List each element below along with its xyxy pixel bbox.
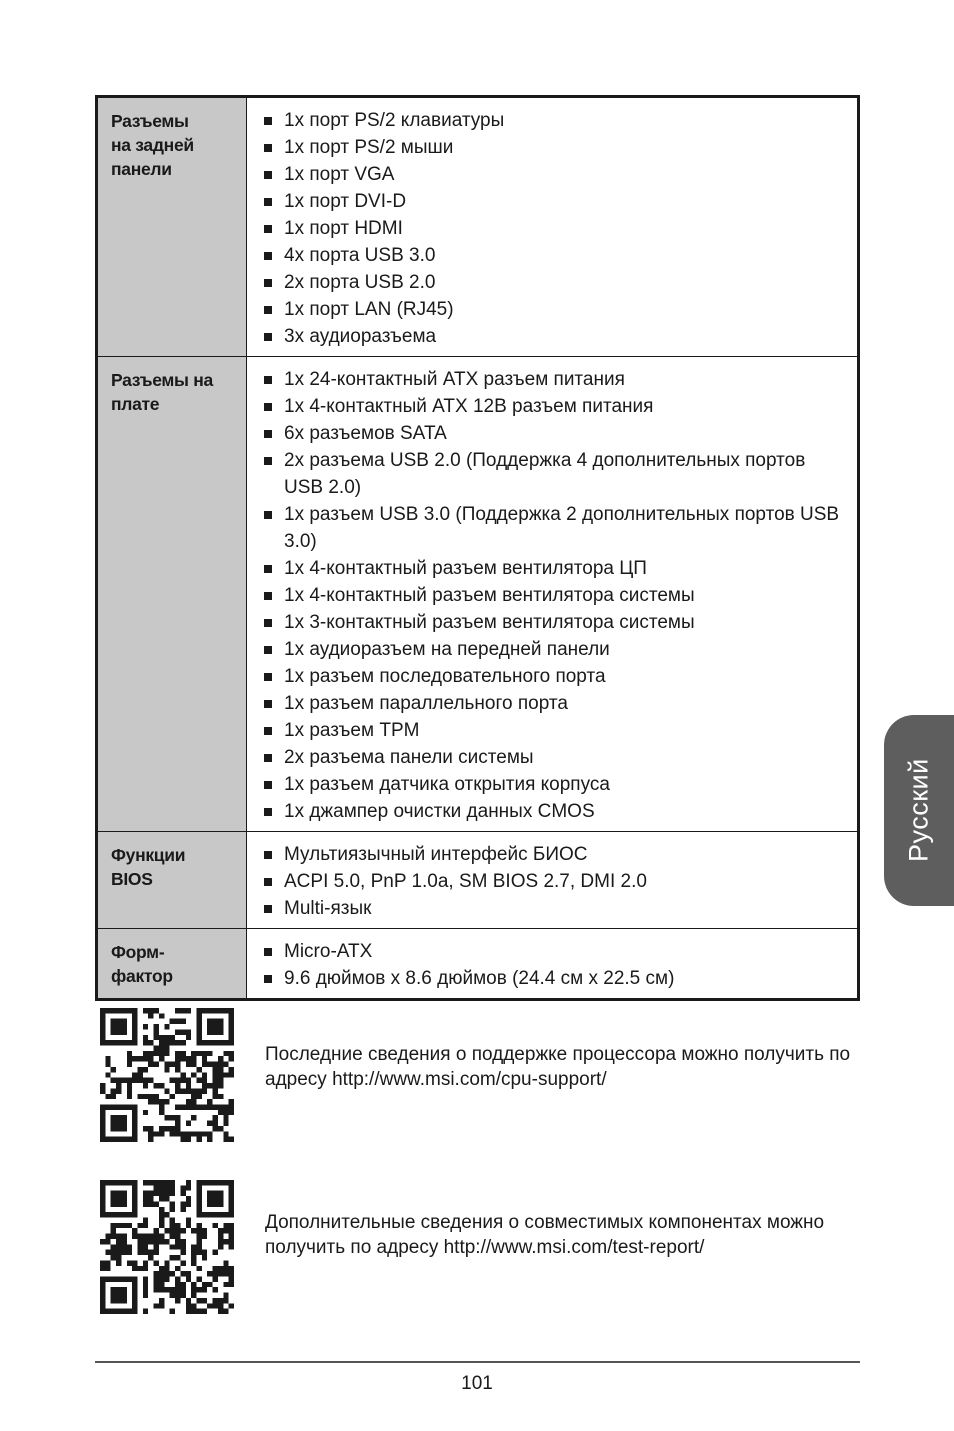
spec-list-item bbox=[261, 636, 847, 663]
spec-item-text: 1x 24-контактный ATX разъем питания bbox=[284, 369, 625, 390]
spec-item-text: 1x 4-контактный ATX 12В разъем питания bbox=[284, 396, 654, 417]
square-bullet-icon bbox=[264, 808, 272, 816]
square-bullet-icon bbox=[264, 948, 272, 956]
square-bullet-icon bbox=[264, 975, 272, 983]
spec-item-text: 4x порта USB 3.0 bbox=[284, 245, 436, 266]
spec-item-text: 1x разъем датчика открытия корпуса bbox=[284, 774, 610, 795]
spec-list-item bbox=[261, 107, 847, 134]
spec-item-text: ACPI 5.0, PnP 1.0a, SM BIOS 2.7, DMI 2.0 bbox=[284, 871, 647, 892]
spec-row-label bbox=[97, 357, 247, 832]
spec-list-item bbox=[261, 188, 847, 215]
spec-list-item bbox=[261, 242, 847, 269]
spec-item-text: 3x аудиоразъема bbox=[284, 326, 437, 347]
spec-list-item bbox=[261, 393, 847, 420]
spec-item-text: 1x разъем TPM bbox=[284, 720, 420, 741]
spec-row bbox=[97, 97, 859, 357]
spec-list-item bbox=[261, 771, 847, 798]
qr-code-icon bbox=[100, 1180, 234, 1314]
spec-row-items bbox=[247, 929, 859, 1000]
spec-item-text: 1x 3-контактный разъем вентилятора системы bbox=[284, 612, 695, 633]
spec-list-item bbox=[261, 134, 847, 161]
spec-row-label-line: Разъемы bbox=[111, 111, 189, 131]
spec-list-item bbox=[261, 420, 847, 447]
page-number: 101 bbox=[461, 1373, 493, 1394]
spec-list-item bbox=[261, 501, 847, 555]
spec-list-item bbox=[261, 717, 847, 744]
square-bullet-icon bbox=[264, 727, 272, 735]
spec-list-item bbox=[261, 744, 847, 771]
square-bullet-icon bbox=[264, 851, 272, 859]
spec-item-text: 2x разъема USB 2.0 (Поддержка 4 дополнительных портов USB 2.0) bbox=[284, 450, 806, 498]
spec-row-label-line: Разъемы на bbox=[111, 370, 213, 390]
square-bullet-icon bbox=[264, 700, 272, 708]
square-bullet-icon bbox=[264, 457, 272, 465]
spec-list-item bbox=[261, 868, 847, 895]
spec-item-list bbox=[261, 107, 847, 350]
footer-divider bbox=[95, 1361, 860, 1363]
spec-list-item bbox=[261, 215, 847, 242]
spec-item-text: 1x порт PS/2 клавиатуры bbox=[284, 110, 505, 131]
spec-item-text: 1x 4-контактный разъем вентилятора системы bbox=[284, 585, 695, 606]
spec-list-item bbox=[261, 609, 847, 636]
spec-item-text: 1x порт LAN (RJ45) bbox=[284, 299, 454, 320]
square-bullet-icon bbox=[264, 171, 272, 179]
spec-row-label-line: BIOS bbox=[111, 869, 153, 889]
spec-row bbox=[97, 357, 859, 832]
square-bullet-icon bbox=[264, 781, 272, 789]
spec-item-text: 1x аудиоразъем на передней панели bbox=[284, 639, 610, 660]
square-bullet-icon bbox=[264, 565, 272, 573]
spec-list-item bbox=[261, 447, 847, 501]
square-bullet-icon bbox=[264, 646, 272, 654]
spec-list-item bbox=[261, 555, 847, 582]
square-bullet-icon bbox=[264, 511, 272, 519]
spec-item-text: 9.6 дюймов x 8.6 дюймов (24.4 см x 22.5 см) bbox=[284, 968, 675, 989]
square-bullet-icon bbox=[264, 619, 272, 627]
spec-item-list bbox=[261, 841, 847, 922]
spec-item-text: Micro-ATX bbox=[284, 941, 373, 962]
square-bullet-icon bbox=[264, 905, 272, 913]
spec-list-item bbox=[261, 690, 847, 717]
spec-row-items bbox=[247, 832, 859, 929]
spec-list-item bbox=[261, 366, 847, 393]
spec-row-label-line: фактор bbox=[111, 966, 173, 986]
spec-list-item bbox=[261, 965, 847, 992]
spec-list-item bbox=[261, 161, 847, 188]
spec-list-item bbox=[261, 798, 847, 825]
spec-row bbox=[97, 929, 859, 1000]
spec-row-label-line: панели bbox=[111, 159, 172, 179]
test-report-note: Дополнительные сведения о совместимых компонентах можно получить по адресу http://www.msi.com/test-report/ bbox=[265, 1212, 825, 1258]
language-side-tab bbox=[884, 715, 954, 906]
spec-list-item bbox=[261, 269, 847, 296]
square-bullet-icon bbox=[264, 198, 272, 206]
square-bullet-icon bbox=[264, 225, 272, 233]
spec-item-text: 2x порта USB 2.0 bbox=[284, 272, 436, 293]
square-bullet-icon bbox=[264, 376, 272, 384]
spec-row-label-line: плате bbox=[111, 394, 160, 414]
spec-row-label bbox=[97, 929, 247, 1000]
qr-code-icon bbox=[100, 1008, 234, 1142]
spec-item-text: 1x разъем USB 3.0 (Поддержка 2 дополнительных портов USB 3.0) bbox=[284, 504, 840, 552]
spec-row bbox=[97, 832, 859, 929]
square-bullet-icon bbox=[264, 430, 272, 438]
square-bullet-icon bbox=[264, 403, 272, 411]
spec-item-text: 1x порт PS/2 мыши bbox=[284, 137, 454, 158]
spec-item-text: 1x 4-контактный разъем вентилятора ЦП bbox=[284, 558, 647, 579]
spec-item-list bbox=[261, 938, 847, 992]
spec-list-item bbox=[261, 323, 847, 350]
spec-list-item bbox=[261, 663, 847, 690]
spec-item-text: 1x разъем параллельного порта bbox=[284, 693, 568, 714]
spec-item-text: 2x разъема панели системы bbox=[284, 747, 534, 768]
square-bullet-icon bbox=[264, 754, 272, 762]
spec-item-list bbox=[261, 366, 847, 825]
spec-item-text: 1x джампер очистки данных CMOS bbox=[284, 801, 595, 822]
spec-item-text: Мультиязычный интерфейс БИОС bbox=[284, 844, 588, 865]
spec-row-label-line: Функции bbox=[111, 845, 186, 865]
spec-item-text: 1x порт DVI-D bbox=[284, 191, 407, 212]
spec-list-item bbox=[261, 938, 847, 965]
spec-item-text: 1x разъем последовательного порта bbox=[284, 666, 606, 687]
specifications-table bbox=[95, 95, 860, 1001]
spec-item-text: 6x разъемов SATA bbox=[284, 423, 447, 444]
square-bullet-icon bbox=[264, 878, 272, 886]
square-bullet-icon bbox=[264, 144, 272, 152]
spec-row-items bbox=[247, 357, 859, 832]
spec-item-text: 1x порт HDMI bbox=[284, 218, 403, 239]
square-bullet-icon bbox=[264, 117, 272, 125]
cpu-support-note: Последние сведения о поддержке процессора можно получить по адресу http://www.msi.com/cpu-support/ bbox=[265, 1044, 851, 1090]
spec-list-item bbox=[261, 895, 847, 922]
spec-list-item bbox=[261, 582, 847, 609]
spec-row-label bbox=[97, 832, 247, 929]
spec-list-item bbox=[261, 841, 847, 868]
spec-row-label-line: на задней bbox=[111, 135, 194, 155]
square-bullet-icon bbox=[264, 333, 272, 341]
spec-row-label-line: Форм- bbox=[111, 942, 165, 962]
square-bullet-icon bbox=[264, 592, 272, 600]
square-bullet-icon bbox=[264, 673, 272, 681]
spec-item-text: Multi-язык bbox=[284, 898, 372, 919]
square-bullet-icon bbox=[264, 306, 272, 314]
square-bullet-icon bbox=[264, 252, 272, 260]
spec-row-label bbox=[97, 97, 247, 357]
spec-item-text: 1x порт VGA bbox=[284, 164, 395, 185]
square-bullet-icon bbox=[264, 279, 272, 287]
language-tab-label: Русский bbox=[903, 758, 934, 863]
spec-list-item bbox=[261, 296, 847, 323]
spec-row-items bbox=[247, 97, 859, 357]
